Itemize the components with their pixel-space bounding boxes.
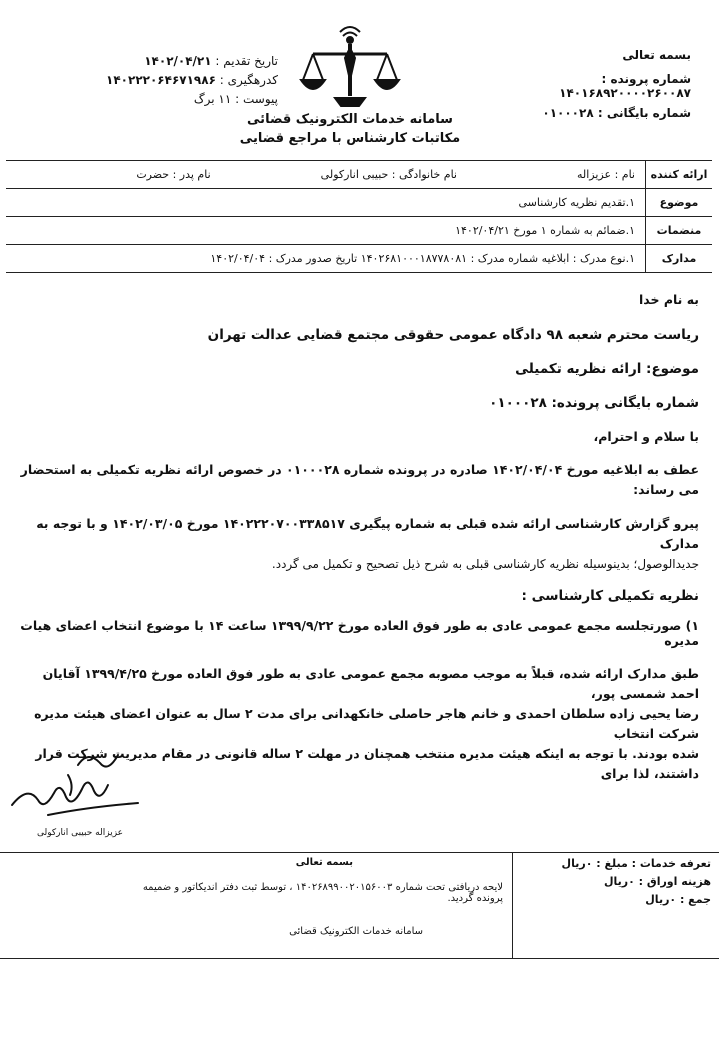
- subject-label: موضوع: [645, 189, 712, 216]
- signer-name: عزیزاله حبیبی انارکولی: [36, 828, 124, 838]
- attachments-label: منضمات: [645, 217, 712, 244]
- paragraph-1: عطف به ابلاغیه مورخ ۱۴۰۲/۰۴/۰۴ صادره در پرونده شماره ۰۱۰۰۰۲۸ در خصوص ارائه نظریه تکمیلی به استحضار می رساند:: [20, 462, 699, 497]
- fee-total: جمع : ۰ریال: [645, 893, 711, 906]
- letter-body: [19, 292, 699, 784]
- letter-archive: شماره بایگانی پرونده: ۰۱۰۰۰۲۸: [489, 395, 699, 411]
- footer-org: سامانه خدمات الکترونیک قضائی: [289, 926, 423, 937]
- submit-date-label: تاریخ تقدیم :: [215, 54, 278, 68]
- org-title-block: [220, 112, 480, 146]
- presenter-family: نام خانوادگی : حبیبی انارکولی: [320, 168, 457, 181]
- basmala: به نام خدا: [638, 292, 699, 307]
- presenter-father: نام پدر : حضرت: [136, 168, 211, 181]
- attachment-value: ۱۱ برگ: [193, 92, 232, 106]
- case-number-value: ۱۴۰۱۶۸۹۲۰۰۰۰۲۶۰۰۸۷: [559, 86, 691, 100]
- attachment-label: پیوست :: [235, 92, 278, 106]
- letter-subject: موضوع: ارائه نظریه تکمیلی: [515, 361, 699, 377]
- info-row-subject: [6, 189, 712, 217]
- judiciary-scales-logo: [295, 18, 405, 110]
- info-row-attachments: [6, 217, 712, 245]
- greeting: با سلام و احترام،: [593, 429, 699, 444]
- presenter-label: ارائه کننده: [645, 161, 712, 188]
- fee-paper: هزینه اوراق : ۰ریال: [603, 875, 711, 888]
- footer-box: [0, 852, 719, 959]
- section-title: نظریه تکمیلی کارشناسی :: [521, 588, 699, 604]
- documents-value: ۱.نوع مدرک : ابلاغیه شماره مدرک : ۱۴۰۲۶۸۱۰۰۰۱۸۷۷۸۰۸۱ تاریخ صدور مدرک : ۱۴۰۲/۰۴/۰۴: [210, 252, 635, 265]
- footer-note-line-2: پرونده گردید.: [447, 893, 503, 904]
- archive-number-label: شماره بایگانی :: [597, 106, 691, 120]
- paragraph-2-line-1: پیرو گزارش کارشناسی ارائه شده قبلی به شماره پیگیری ۱۴۰۲۲۲۰۷۰۰۳۳۸۵۱۷ مورخ ۱۴۰۲/۰۳/۰۵ و با توجه به مدارک: [36, 516, 699, 551]
- presenter-name: نام : عزیزاله: [577, 168, 635, 181]
- paragraph-2-line-2: جدیدالوصول؛ بدینوسیله نظریه کارشناسی قبلی به شرح ذیل تصحیح و تکمیل می گردد.: [271, 557, 699, 571]
- bismillah-top: بسمه تعالی: [622, 48, 691, 62]
- submit-date-value: ۱۴۰۲/۰۴/۲۱: [144, 54, 212, 68]
- fee-service: تعرفه خدمات : مبلغ : ۰ریال: [561, 857, 711, 870]
- footer-bismillah: بسمه تعالی: [295, 857, 353, 868]
- fee-block: [511, 857, 711, 911]
- org-subtitle: مکاتبات کارشناس با مراجع قضایی: [239, 131, 461, 146]
- paragraph-3-line-1: طبق مدارک ارائه شده، قبلاً به موجب مصوبه مجمع عمومی عادی به طور فوق العاده مورخ ۱۳۹۹/۴/۲۵ آقایان احمد شمسی پور،: [42, 666, 699, 701]
- paragraph-3-line-2: رضا یحیی زاده سلطان احمدی و خانم هاجر حاصلی خانکهدانی برای مدت ۲ سال به عنوان اعضای هیئت مدیره شرکت انتخاب: [34, 706, 699, 741]
- tracking-code-row: [48, 73, 278, 87]
- case-number-label: شماره پرونده :: [601, 72, 691, 86]
- info-table: [6, 160, 712, 273]
- tracking-code-value: ۱۴۰۲۲۲۰۶۴۶۷۱۹۸۶: [106, 73, 216, 87]
- case-number-row: [491, 72, 691, 100]
- addressee: ریاست محترم شعبه ۹۸ دادگاه عمومی حقوقی مجتمع قضایی عدالت تهران: [207, 327, 699, 343]
- info-row-presenter: [6, 161, 712, 189]
- handwritten-signature: [8, 745, 158, 825]
- attachments-value: ۱.ضمائم به شماره ۱ مورخ ۱۴۰۲/۰۴/۲۱: [455, 224, 635, 237]
- footer-note: [8, 857, 503, 937]
- archive-number-row: [491, 106, 691, 120]
- presenter-values: [6, 168, 645, 181]
- subject-value: ۱.تقدیم نظریه کارشناسی: [518, 196, 635, 209]
- footer-note-line-1: لایحه دریافتی تحت شماره ۱۴۰۲۶۸۹۹۰۰۲۰۱۵۶۰۰۳ ، توسط ثبت دفتر اندیکاتور و ضمیمه: [142, 882, 503, 893]
- attachment-row: [48, 92, 278, 106]
- header-right: [491, 48, 691, 126]
- archive-number-value: ۰۱۰۰۰۲۸: [542, 106, 594, 120]
- paragraph-3-line-3: شده بودند. با توجه به اینکه هیئت مدیره منتخب همچنان در مهلت ۲ ساله قانونی در مقام مدیریت شرکت قرار داشتند، لذا برای: [35, 746, 699, 781]
- documents-label: مدارک: [645, 245, 712, 272]
- org-name: سامانه خدمات الکترونیک قضائی: [247, 112, 453, 127]
- header-left: [48, 54, 278, 111]
- submit-date-row: [48, 54, 278, 68]
- info-row-documents: [6, 245, 712, 273]
- tracking-code-label: کدرهگیری :: [219, 73, 278, 87]
- item-1: ۱) صورتجلسه مجمع عمومی عادی به طور فوق العاده مورخ ۱۳۹۹/۹/۲۲ ساعت ۱۴ با موضوع انتخاب اعضای هیات مدیره: [20, 618, 699, 648]
